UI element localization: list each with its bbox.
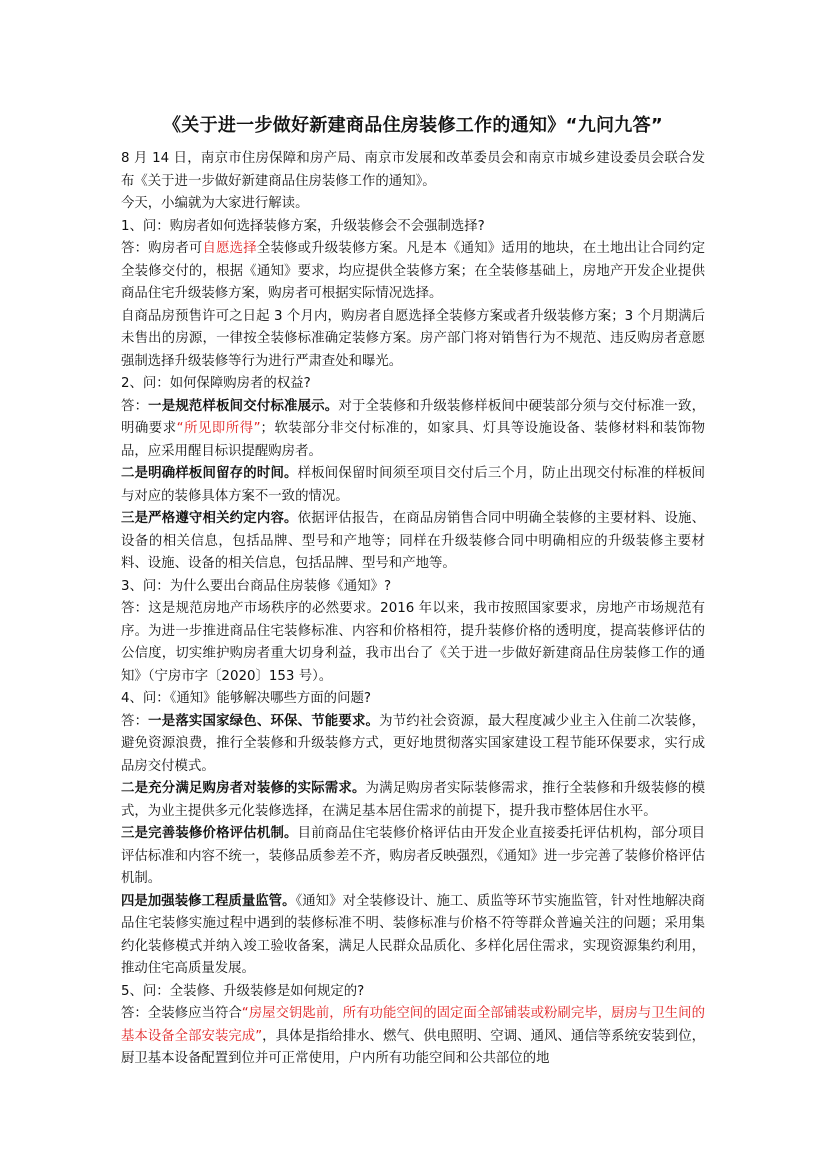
question-5: 5、问：全装修、升级装修是如何规定的? xyxy=(121,983,365,999)
question-3: 3、问：为什么要出台商品住房装修《通知》? xyxy=(121,578,392,594)
answer-2-point-2: 二是明确样板间留存的时间。样板间保留时间须至项目交付后三个月，防止出现交付标准的样板间与对应的装修具体方案不一致的情况。 xyxy=(121,466,706,504)
answer-4-point-1: 答：一是落实国家绿色、环保、节能要求。为节约社会资源，最大程度减少业主入住前二次装修，避免资源浪费，推行全装修和升级装修方式，更好地贯彻落实国家建设工程节能环保要求，实行成品房交付模式。 xyxy=(121,713,706,774)
answer-4-point-3: 三是完善装修价格评估机制。目前商品住宅装修价格评估由开发企业直接委托评估机构，部分项目评估标准和内容不统一，装修品质参差不齐，购房者反映强烈，《通知》进一步完善了装修价格评估机制。 xyxy=(121,826,706,886)
answer-3: 答：这是规范房地产市场秩序的必然要求。2016 年以来，我市按照国家要求，房地产市场规范有序。为进一步推进商品住宅装修标准、内容和价格相符，提升装修价格的透明度，提高装修评估的公信度，切实维护购房者重大切身利益，我市出台了《关于进一步做好新建商品住房装修工作的通知》（宁房市字〔2020〕153 号）。 xyxy=(121,601,705,684)
bold-heading: 三是严格遵守相关约定内容。 xyxy=(121,511,298,526)
answer-4-point-2: 二是充分满足购房者对装修的实际需求。为满足购房者实际装修需求，推行全装修和升级装修的模式，为业主提供多元化装修选择，在满足基本居住需求的前提下，提升我市整体居住水平。 xyxy=(121,781,705,819)
bold-heading: 二是充分满足购房者对装修的实际需求。 xyxy=(121,781,366,796)
highlight-voluntary: 自愿选择 xyxy=(202,241,257,256)
answer-5: 答：全装修应当符合“房屋交钥匙前，所有功能空间的固定面全部铺装或粉刷完毕，厨房与卫生间的基本设备全部安装完成”，具体是指给排水、燃气、供电照明、空调、通风、通信等系统安装到位，厨卫基本设备配置到位并可正常使用，户内所有功能空间和公共部位的地 xyxy=(121,1006,706,1066)
bold-heading: 四是加强装修工程质量监管。 xyxy=(121,893,296,909)
bold-heading: 一是落实国家绿色、环保、节能要求。 xyxy=(148,713,380,729)
answer-4-point-4: 四是加强装修工程质量监管。《通知》对全装修设计、施工、质监等环节实施监管，针对性地解决商品住宅装修实施过程中遇到的装修标准不明、装修标准与价格不符等群众普遍关注的问题；采用集约化装修模式并纳入竣工验收备案，满足人民群众品质化、多样化居住需求，实现资源集约利用，推动住宅高质量发展。 xyxy=(121,893,705,976)
answer-1: 答：购房者可自愿选择全装修或升级装修方案。凡是本《通知》适用的地块，在土地出让合同约定全装修交付的，根据《通知》要求，均应提供全装修方案；在全装修基础上，房地产开发企业提供商品住宅升级装修方案，购房者可根据实际情况选择。 xyxy=(121,241,705,301)
intro-line: 今天，小编就为大家进行解读。 xyxy=(121,196,309,211)
bold-heading: 二是明确样板间留存的时间。 xyxy=(121,466,298,481)
question-4: 4、问：《通知》能够解决哪些方面的问题? xyxy=(121,691,371,706)
highlight-what-you-see: “所见即所得” xyxy=(176,421,261,436)
highlight-handover: “房屋交钥匙前，所有功能空间的固定面全部铺装或粉刷完毕，厨房与卫生间的基本设备全部安装完成” xyxy=(121,1006,705,1044)
question-1: 1、问：购房者如何选择装修方案，升级装修会不会强制选择? xyxy=(121,218,485,234)
answer-1-continued: 自商品房预售许可之日起 3 个月内，购房者自愿选择全装修方案或者升级装修方案；3 个月期满后未售出的房源，一律按全装修标准确定装修方案。房产部门将对销售行为不规范、违反购房者意愿强制选择升级装修等行为进行严肃查处和曝光。 xyxy=(121,308,705,369)
bold-heading: 三是完善装修价格评估机制。 xyxy=(121,826,298,841)
intro-paragraph: 8 月 14 日，南京市住房保障和房产局、南京市发展和改革委员会和南京市城乡建设委员会联合发布《关于进一步做好新建商品住房装修工作的通知》。 xyxy=(121,151,705,189)
answer-2-point-3: 三是严格遵守相关约定内容。依据评估报告，在商品房销售合同中明确全装修的主要材料、设施、设备的相关信息，包括品牌、型号和产地等；同样在升级装修合同中明确相应的升级装修主要材料、设施、设备的相关信息，包括品牌、型号和产地等。 xyxy=(121,511,706,571)
bold-heading: 一是规范样板间交付标准展示。 xyxy=(148,398,339,414)
question-2: 2、问：如何保障购房者的权益? xyxy=(121,376,311,391)
answer-2-point-1: 答：一是规范样板间交付标准展示。对于全装修和升级装修样板间中硬装部分须与交付标准一致，明确要求“所见即所得”；软装部分非交付标准的，如家具、灯具等设施设备、装修材料和装饰物品，应采用醒目标识提醒购房者。 xyxy=(121,398,706,459)
document-page xyxy=(121,100,705,1071)
document-title: 《关于进一步做好新建商品住房装修工作的通知》“九问九答” xyxy=(162,115,664,136)
